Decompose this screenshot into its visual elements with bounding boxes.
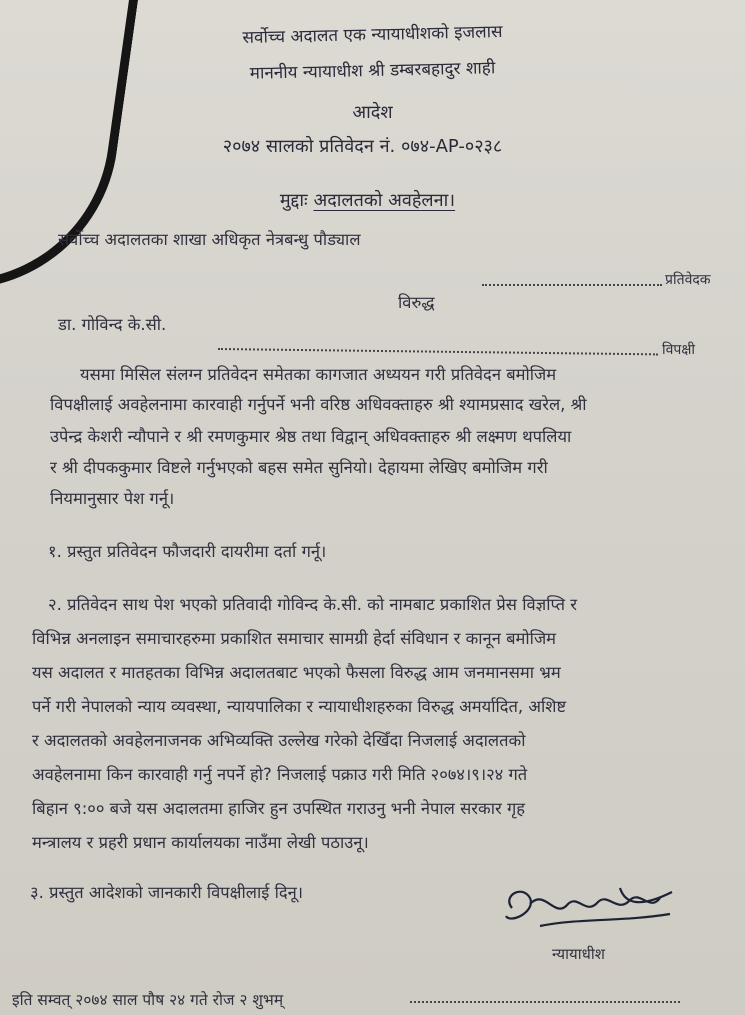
- versus: विरुद्ध: [398, 293, 435, 312]
- footer-date: इति सम्वत् २०७४ साल पौष २४ गते रोज २ शुभम्: [12, 991, 284, 1009]
- point-2-line: मन्त्रालय र प्रहरी प्रधान कार्यालयका नाउँमा लेखी पठाउनू।: [32, 833, 369, 852]
- point-2-line: २. प्रतिवेदन साथ पेश भएको प्रतिवादी गोविन्द के.सी. को नामबाट प्रकाशित प्रेस विज्ञप्ति र: [48, 595, 577, 614]
- petitioner: सर्वोच्च अदालतका शाखा अधिकृत नेत्रबन्धु पौड्याल: [58, 230, 361, 249]
- dotted-leader: [482, 284, 662, 286]
- case-title: अदालतको अवहेलना।: [313, 190, 456, 211]
- dotted-leader: [218, 348, 658, 355]
- point-2-line: विभिन्न अनलाइन समाचारहरुमा प्रकाशित समाचार सामग्री हेर्दा संविधान र कानून बमोजिम: [32, 629, 557, 648]
- intro-line: नियमानुसार पेश गर्नू।: [50, 489, 175, 508]
- petitioner-role: प्रतिवेदक: [665, 272, 711, 288]
- court-title: सर्वोच्च अदालत एक न्यायाधीशको इजलास: [242, 22, 503, 48]
- point-2-line: र अदालतको अवहेलनाजनक अभिव्यक्ति उल्लेख गरेको देखिँदा निजलाई अदालतको: [32, 731, 526, 750]
- point-2-line: अवहेलनामा किन कारवाही गर्नु नपर्ने हो? निजलाई पक्राउ गरी मिति २०७४।९।२४ गते: [32, 765, 528, 784]
- signature-title: न्यायाधीश: [552, 945, 605, 963]
- point-2-line: बिहान ९:०० बजे यस अदालतमा हाजिर हुन उपस्थित गराउनु भनी नेपाल सरकार गृह: [32, 799, 526, 818]
- signature-mark: [500, 878, 685, 938]
- point-3: ३. प्रस्तुत आदेशको जानकारी विपक्षीलाई दिनू।: [30, 883, 304, 902]
- dotted-leader: [410, 1001, 680, 1003]
- intro-line: विपक्षीलाई अवहेलनामा कारवाही गर्नुपर्ने भनी वरिष्ठ अधिवक्ताहरु श्री श्यामप्रसाद खरेल, श्री: [50, 395, 587, 414]
- intro-line: यसमा मिसिल संलग्न प्रतिवेदन समेतका कागजात अध्ययन गरी प्रतिवेदन बमोजिम: [80, 365, 557, 384]
- point-2-line: यस अदालत र मातहतका विभिन्न अदालतबाट भएको फैसला विरुद्ध आम जनमानसमा भ्रम: [32, 663, 561, 682]
- order-heading: आदेश: [352, 102, 393, 123]
- intro-line: उपेन्द्र केशरी न्यौपाने र श्री रमणकुमार श्रेष्ठ तथा विद्वान् अधिवक्ताहरु श्री लक्ष्मण थपलिया: [50, 427, 572, 446]
- judge-name: माननीय न्यायाधीश श्री डम्बरबहादुर शाही: [249, 58, 496, 84]
- report-number: २०७४ सालको प्रतिवेदन नं. ०७४-AP-०२३८: [222, 136, 503, 157]
- respondent-role: विपक्षी: [662, 342, 696, 358]
- intro-line: र श्री दीपककुमार विष्टले गर्नुभएको बहस समेत सुनियो। देहायमा लेखिए बमोजिम गरी: [50, 458, 548, 477]
- respondent: डा. गोविन्द के.सी.: [58, 315, 167, 334]
- point-1: १. प्रस्तुत प्रतिवेदन फौजदारी दायरीमा दर्ता गर्नू।: [48, 542, 327, 561]
- case-line: [0, 188, 740, 212]
- point-2-line: पर्ने गरी नेपालको न्याय व्यवस्था, न्यायपालिका र न्यायाधीशहरुका विरुद्ध अमर्यादित, अशिष्ट: [32, 697, 567, 716]
- case-prefix: मुद्दाः: [279, 190, 308, 211]
